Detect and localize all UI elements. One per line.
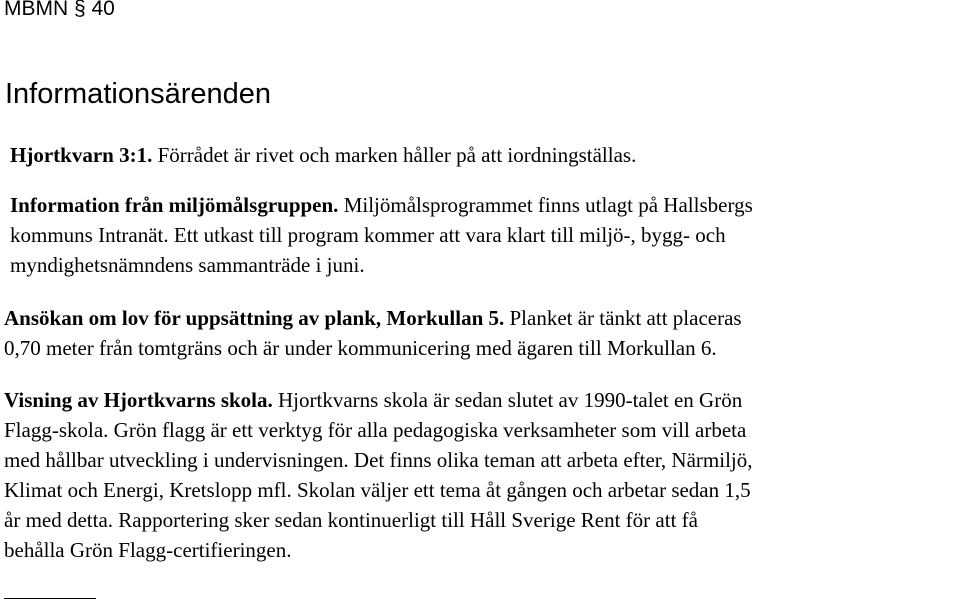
paragraph-text: kommuns Intranät. Ett utkast till program kommer att vara klart till miljö-, bygg- och <box>10 223 726 247</box>
paragraph-text: 0,70 meter från tomtgräns och är under kommunicering med ägaren till Morkullan 6. <box>4 336 717 360</box>
section-number-header: MBMN § 40 <box>4 0 115 20</box>
paragraph-line <box>4 445 956 475</box>
paragraph-text: Miljömålsprogrammet finns utlagt på Hallsbergs <box>338 193 753 217</box>
paragraph-line <box>10 190 960 220</box>
paragraph-text: med hållbar utveckling i undervisningen. Det finns olika teman att arbeta efter, Närmiljö, <box>4 448 753 472</box>
page-title: Informationsärenden <box>5 78 271 110</box>
paragraph-heading: Ansökan om lov för uppsättning av plank, Morkullan 5. <box>4 306 505 330</box>
paragraph-text: Flagg-skola. Grön flagg är ett verktyg för alla pedagogiska verksamheter som vill arbeta <box>4 418 747 442</box>
paragraph-text: Förrådet är rivet och marken håller på att iordningställas. <box>152 143 637 167</box>
paragraph-text: myndighetsnämndens sammanträde i juni. <box>10 253 365 277</box>
paragraph-line <box>4 475 956 505</box>
paragraph-text: Planket är tänkt att placeras <box>504 306 742 330</box>
paragraph-heading: Visning av Hjortkvarns skola. <box>4 388 273 412</box>
paragraph-miljomalsgruppen <box>10 190 960 280</box>
paragraph-line <box>10 220 960 250</box>
paragraph-text: år med detta. Rapportering sker sedan kontinuerligt till Håll Sverige Rent för att få <box>4 508 698 532</box>
paragraph-text: Hjortkvarns skola är sedan slutet av 1990-talet en Grön <box>272 388 743 412</box>
paragraph-hjortkvarn <box>10 140 960 170</box>
paragraph-line <box>4 333 956 363</box>
paragraph-line <box>4 505 956 535</box>
paragraph-line <box>4 303 956 333</box>
paragraph-heading: Information från miljömålsgruppen. <box>10 193 339 217</box>
footer-rule <box>4 598 96 599</box>
paragraph-morkullan <box>4 303 956 363</box>
paragraph-hjortkvarns-skola <box>4 385 956 565</box>
paragraph-line <box>10 140 960 170</box>
paragraph-heading: Hjortkvarn 3:1. <box>10 143 153 167</box>
paragraph-text: behålla Grön Flagg-certifieringen. <box>4 538 292 562</box>
paragraph-line <box>4 415 956 445</box>
paragraph-line <box>4 535 956 565</box>
paragraph-line <box>10 250 960 280</box>
paragraph-text: Klimat och Energi, Kretslopp mfl. Skolan väljer ett tema åt gången och arbetar sedan 1,5 <box>4 478 751 502</box>
paragraph-line <box>4 385 956 415</box>
